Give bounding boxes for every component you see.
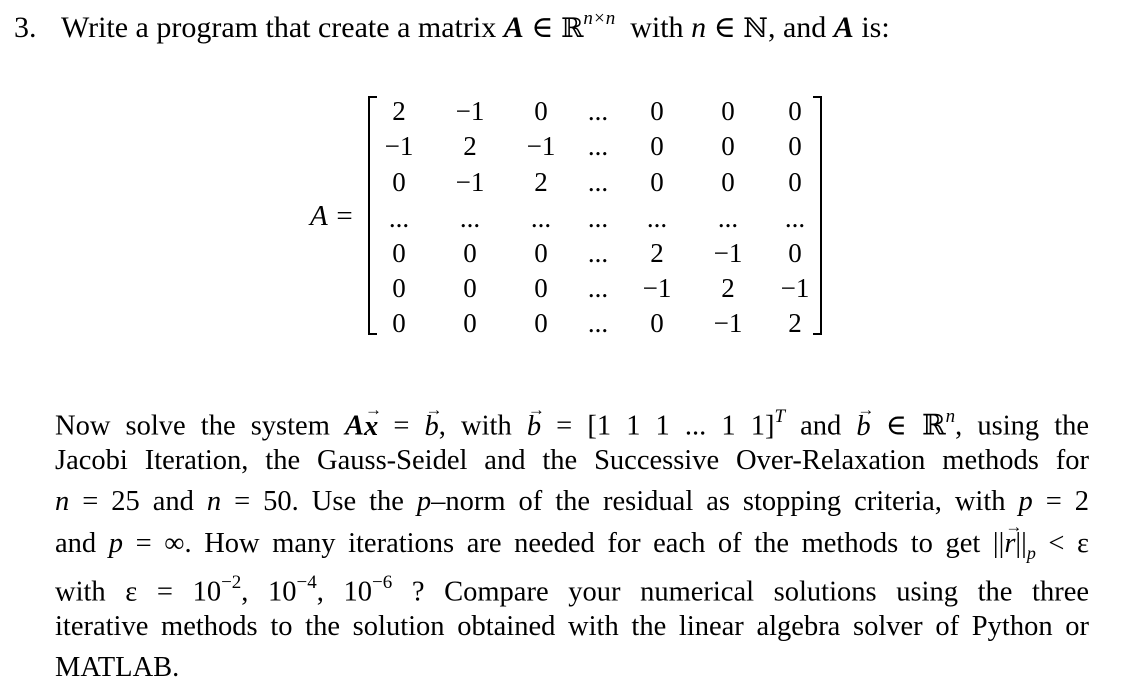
naturals-symbol: ℕ	[743, 13, 768, 44]
matrix-cell: 0	[392, 167, 406, 197]
matrix-cell: 0	[534, 96, 548, 126]
paragraph-line-7: MATLAB.	[55, 652, 180, 683]
matrix-cell: 0	[392, 308, 406, 338]
matrix-cell: 0	[721, 96, 735, 126]
matrix-cell: 0	[392, 238, 406, 268]
matrix-cell: 2	[392, 96, 406, 126]
matrix-cell: 0	[392, 273, 406, 303]
matrix-cell: −1	[455, 167, 485, 197]
question-intro: Write a program that create a matrix	[60, 11, 497, 44]
matrix-cell: 0	[788, 96, 802, 126]
matrix-cell: 0	[463, 308, 477, 338]
vector-x: → x	[364, 406, 378, 448]
matrix-cell: 0	[788, 238, 802, 268]
matrix-symbol: A	[503, 11, 524, 44]
matrix-cell: 0	[788, 131, 802, 161]
text-lt-eps: < ε	[1048, 527, 1090, 559]
text-and-2: and	[55, 527, 97, 559]
reals-symbol: ℝ	[560, 13, 584, 44]
paragraph-line-3	[55, 481, 1089, 523]
matrix-cell: ...	[587, 203, 609, 233]
matrix-cell: −1	[642, 273, 672, 303]
text-eq-50: = 50. Use the	[234, 486, 404, 517]
matrix-cell: 0	[650, 308, 664, 338]
matrix-cell: 0	[721, 131, 735, 161]
symbol-a: A	[344, 410, 364, 442]
matrix-cell: ...	[388, 203, 410, 233]
matrix-cell: 0	[788, 167, 802, 197]
matrix-cell: 0	[463, 238, 477, 268]
p-variable: p	[416, 486, 432, 517]
matrix-cell: 0	[534, 308, 548, 338]
exponent-1: −2	[221, 572, 242, 593]
n-variable-a: n	[55, 486, 70, 517]
text-using-the: , using the	[955, 410, 1090, 442]
matrix-cell: 2	[463, 131, 477, 161]
matrix-cell: ...	[646, 203, 668, 233]
matrix-cell: ...	[717, 203, 739, 233]
is-text: is:	[861, 11, 890, 44]
paragraph-line-4	[55, 523, 1089, 565]
matrix-cell: 0	[534, 273, 548, 303]
p-variable-2: p	[1018, 486, 1033, 517]
element-of-symbol: ∈	[531, 11, 554, 44]
question-header	[14, 2, 890, 48]
in-reals: ∈ ℝ	[885, 410, 946, 442]
text-compare: ? Compare your numerical solutions using the three	[411, 576, 1089, 608]
vector-b-3: → b	[856, 406, 870, 448]
text-10-b: , 10	[241, 576, 297, 608]
and-text: , and	[767, 11, 827, 44]
vector-b-2: → b	[527, 406, 541, 448]
vector-r: → r	[1004, 523, 1015, 565]
matrix-symbol-2: A	[833, 11, 854, 44]
matrix-cell: −1	[780, 273, 810, 303]
matrix-cell: 0	[650, 131, 664, 161]
text-now-solve: Now solve the system	[55, 410, 330, 442]
vector-b: → b	[425, 406, 439, 448]
text-10-c: , 10	[316, 576, 373, 608]
matrix-cell: 0	[650, 167, 664, 197]
exponent-3: −6	[372, 572, 393, 593]
element-of-symbol-2: ∈	[713, 11, 736, 44]
matrix-cell: ...	[459, 203, 481, 233]
text-and: and	[800, 410, 842, 442]
paragraph-line-2: Jacobi Iteration, the Gauss-Seidel and the Successive Over-Relaxation methods for	[55, 444, 1089, 476]
matrix-cell: 2	[650, 238, 664, 268]
n-variable-b: n	[206, 486, 222, 517]
matrix-cell: ...	[587, 131, 609, 161]
vector-definition: = [1 1 1 ... 1 1]	[556, 410, 775, 442]
p-subscript: p	[1026, 542, 1036, 563]
question-number: 3.	[14, 11, 37, 44]
p-variable-3: p	[108, 527, 123, 559]
matrix-cell: ...	[530, 203, 552, 233]
matrix-cell: 2	[721, 273, 735, 303]
matrix-cell: 0	[534, 238, 548, 268]
matrix-label: A =	[310, 200, 355, 232]
paragraph-line-1	[55, 398, 1089, 440]
text-how-many: = ∞. How many iterations are needed for each of the methods to get ||	[135, 527, 1005, 559]
matrix-cell: 2	[788, 308, 802, 338]
text-with: , with	[438, 410, 512, 442]
matrix-cell: ...	[587, 273, 609, 303]
matrix-cell: 0	[463, 273, 477, 303]
matrix-cell: ...	[587, 167, 609, 197]
matrix-cell: ...	[587, 96, 609, 126]
matrix-cell: −1	[713, 308, 743, 338]
matrix-cell: −1	[526, 131, 556, 161]
with-text: with	[630, 11, 684, 44]
paragraph-line-5	[55, 564, 1089, 606]
n-variable: n	[691, 11, 707, 44]
text-norm: –norm of the residual as stopping criteria, with	[431, 486, 1006, 517]
transpose-superscript: T	[774, 406, 786, 427]
matrix-cell: ...	[587, 308, 609, 338]
dimension-superscript: n×n	[583, 8, 616, 29]
problem-paragraph	[55, 398, 1089, 689]
matrix-cell: −1	[713, 238, 743, 268]
text-eq-25: = 25 and	[82, 486, 194, 517]
norm-close: ||	[1015, 527, 1027, 559]
text-with-eps: with ε = 10	[55, 576, 222, 608]
matrix-cell: 2	[534, 167, 548, 197]
matrix-cell: ...	[784, 203, 806, 233]
matrix-cell: ...	[587, 238, 609, 268]
matrix-cell: −1	[455, 96, 485, 126]
matrix-cell: −1	[384, 131, 414, 161]
exponent-2: −4	[296, 572, 317, 593]
paragraph-line-6: iterative methods to the solution obtained with the linear algebra solver of Python or	[55, 610, 1089, 642]
matrix-cell: 0	[650, 96, 664, 126]
matrix-cell: 0	[721, 167, 735, 197]
text-eq-2: = 2	[1045, 486, 1090, 517]
n-superscript: n	[945, 406, 956, 427]
equals-sign: =	[393, 410, 410, 442]
